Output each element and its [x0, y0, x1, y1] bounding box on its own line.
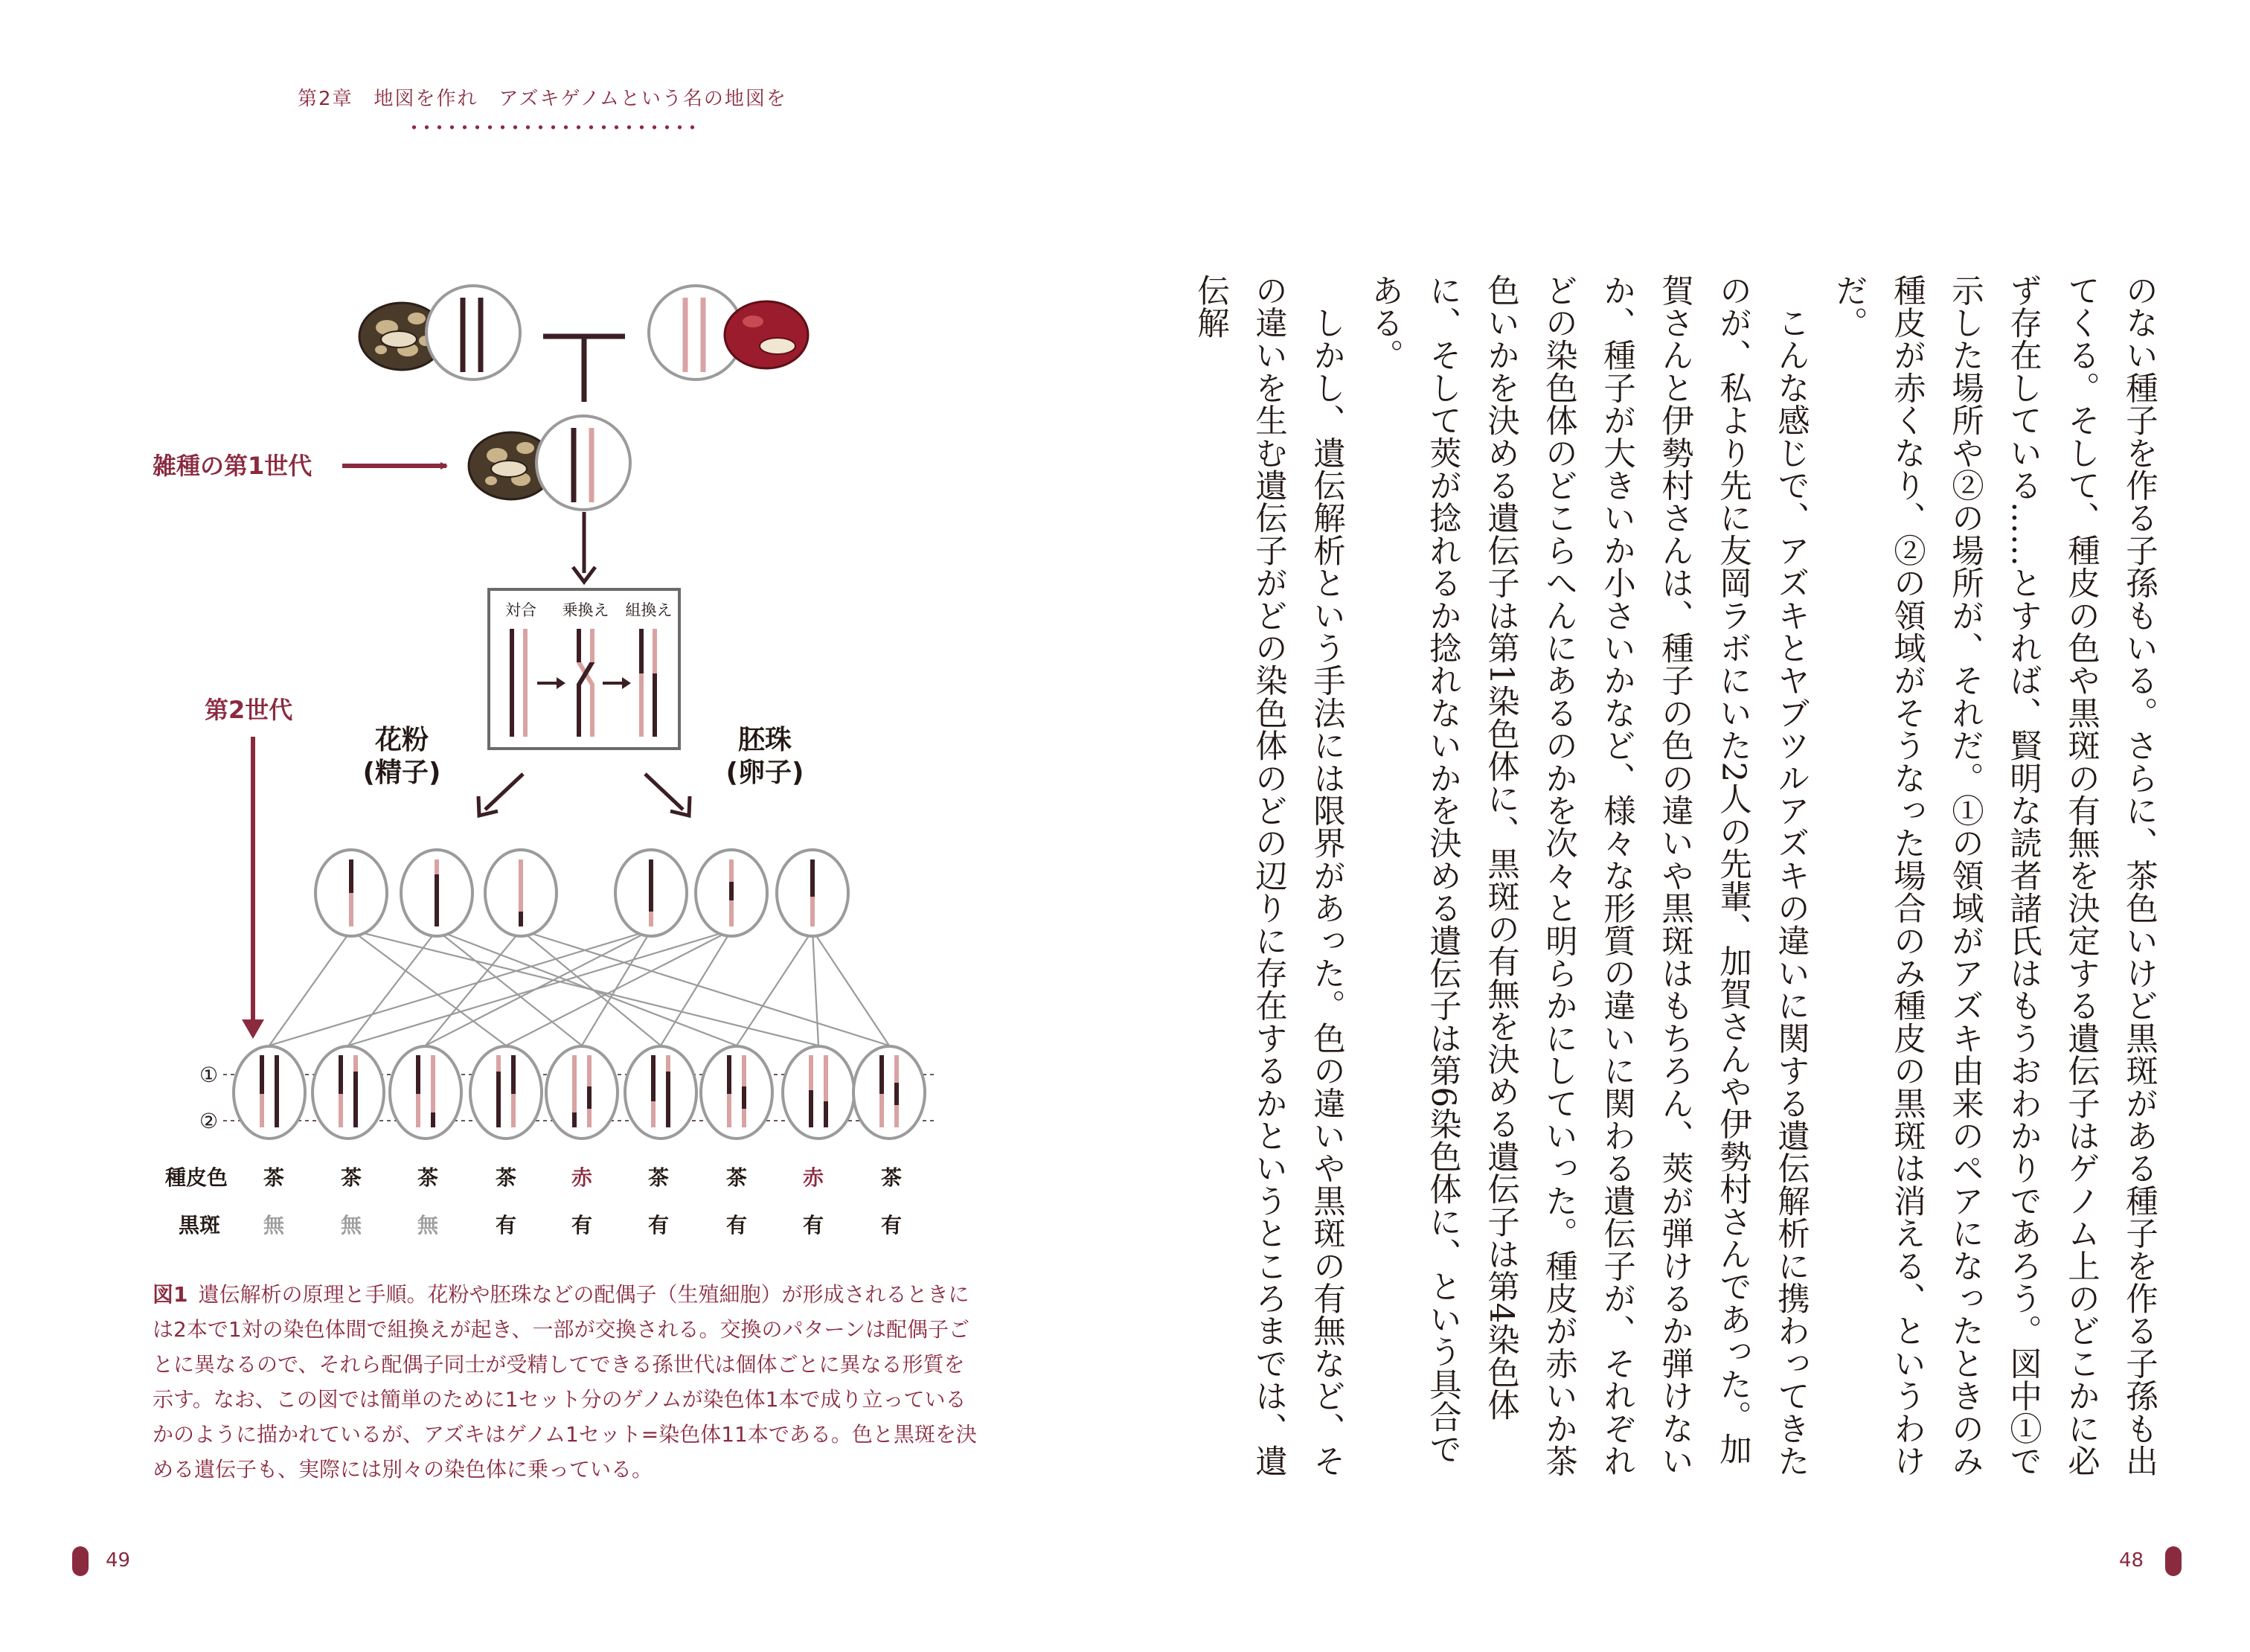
label-crossover: 乗換え — [562, 601, 609, 619]
parent1-cell — [426, 286, 520, 380]
color-value: 赤 — [571, 1165, 593, 1190]
f1-label: 雑種の第1世代 — [153, 452, 312, 480]
spot-value: 有 — [802, 1213, 824, 1238]
gamete-connections — [269, 930, 889, 1046]
ovule-sub-label: (卵子) — [725, 758, 804, 788]
cross-symbol — [543, 336, 625, 402]
spot-value: 有 — [725, 1213, 748, 1238]
pollen-sub-label: (精子) — [362, 758, 441, 788]
genetics-figure — [0, 0, 982, 1272]
ovule-label: 胚珠 — [737, 725, 792, 755]
pollen-label: 花粉 — [374, 725, 429, 755]
spot-value: 有 — [495, 1213, 517, 1238]
right-page-marker — [2165, 1546, 2182, 1576]
color-value: 茶 — [647, 1165, 670, 1190]
seed-color-row-label: 種皮色 — [165, 1165, 228, 1190]
paragraph: しかし、遺伝解析という手法には限界があった。色の違いや黒斑の有無など、その違いを生む遺伝子がどの染色体のどの辺りに存在するかというところまでは、遺伝解 — [1192, 274, 1345, 1477]
spot-value: 無 — [263, 1213, 285, 1238]
spot-value: 有 — [880, 1213, 903, 1238]
left-page-number: 49 — [106, 1549, 131, 1572]
label-recombination: 組換え — [625, 601, 673, 619]
f1-cell — [536, 416, 630, 510]
seed-color-values — [263, 1165, 902, 1190]
black-spot-values — [263, 1213, 902, 1238]
region-1-marker: ① — [199, 1063, 219, 1087]
paragraph: のない種子を作る子孫もいる。さらに、茶色いけど黒斑がある種子を作る子孫も出てくる。そして、種皮の色や黒斑の有無を決定する遺伝子はゲノム上のどこかに必ず存在している……とすれば、賢明な読者諸氏はもうおわかりであろう。図中①で示した場所や②の場所が、それだ。①の領域がアズキ由来のペアになったときのみ種皮が赤くなり、②の領域がそうなった場合のみ種皮の黒斑は消える、というわけだ。 — [1830, 274, 2158, 1477]
spot-value: 無 — [417, 1213, 439, 1238]
gamete-row — [315, 850, 848, 936]
f2-label: 第2世代 — [205, 696, 293, 724]
right-page-number: 48 — [2119, 1549, 2144, 1572]
body-text — [1192, 274, 2168, 1479]
chapter-header: 第2章 地図を作れ アズキゲノムという名の地図を — [298, 88, 787, 110]
color-value: 茶 — [880, 1165, 903, 1190]
black-spot-row-label: 黒斑 — [179, 1213, 221, 1238]
figure-caption-label: 図1 — [153, 1282, 188, 1307]
region-2-marker: ② — [199, 1109, 219, 1133]
color-value: 茶 — [340, 1165, 362, 1190]
parent-red-seed-icon — [725, 301, 808, 368]
color-value: 茶 — [417, 1165, 439, 1190]
left-page-marker — [72, 1546, 89, 1576]
label-pairing: 対合 — [505, 601, 536, 619]
spot-value: 有 — [647, 1213, 670, 1238]
paragraph: こんな感じで、アズキとヤブツルアズキの違いに関する遺伝解析に携わってきたのが、私より先に友岡ラボにいた2人の先輩、加賀さんや伊勢村さんであった。加賀さんと伊勢村さんは、種子の色の違いや黒斑はもちろん、莢が弾けるか弾けないか、種子が大きいか小さいかなど、様々な形質の違いに関わる遺伝子が、それぞれどの染色体のどこらへんにあるのかを次々と明らかにしていった。種皮が赤いか茶色いかを決める遺伝子は第1染色体に、黒斑の有無を決める遺伝子は第4染色体に、そして莢が捻れるか捻れないかを決める遺伝子は第6染色体に、という具合である。 — [1366, 274, 1810, 1477]
color-value: 茶 — [495, 1165, 517, 1190]
f2-row — [234, 1046, 925, 1139]
color-value: 茶 — [725, 1165, 748, 1190]
figure-caption-text: 遺伝解析の原理と手順。花粉や胚珠などの配偶子（生殖細胞）が形成されるときには2本で1対の染色体間で組換えが起き、一部が交換される。交換のパターンは配偶子ごとに異なるので、それら配偶子同士が受精してできる孫世代は個体ごとに異なる形質を示す。なお、この図では簡単のために1セット分のゲノムが染色体1本で成り立っているかのように描かれているが、アズキはゲノム1セット=染色体11本である。色と黒斑を決める遺伝子も、実際には別々の染色体に乗っている。 — [153, 1282, 977, 1482]
color-value: 茶 — [263, 1165, 285, 1190]
spot-value: 有 — [571, 1213, 593, 1238]
spot-value: 無 — [340, 1213, 362, 1238]
figure-caption — [153, 1277, 978, 1487]
color-value: 赤 — [802, 1165, 824, 1190]
